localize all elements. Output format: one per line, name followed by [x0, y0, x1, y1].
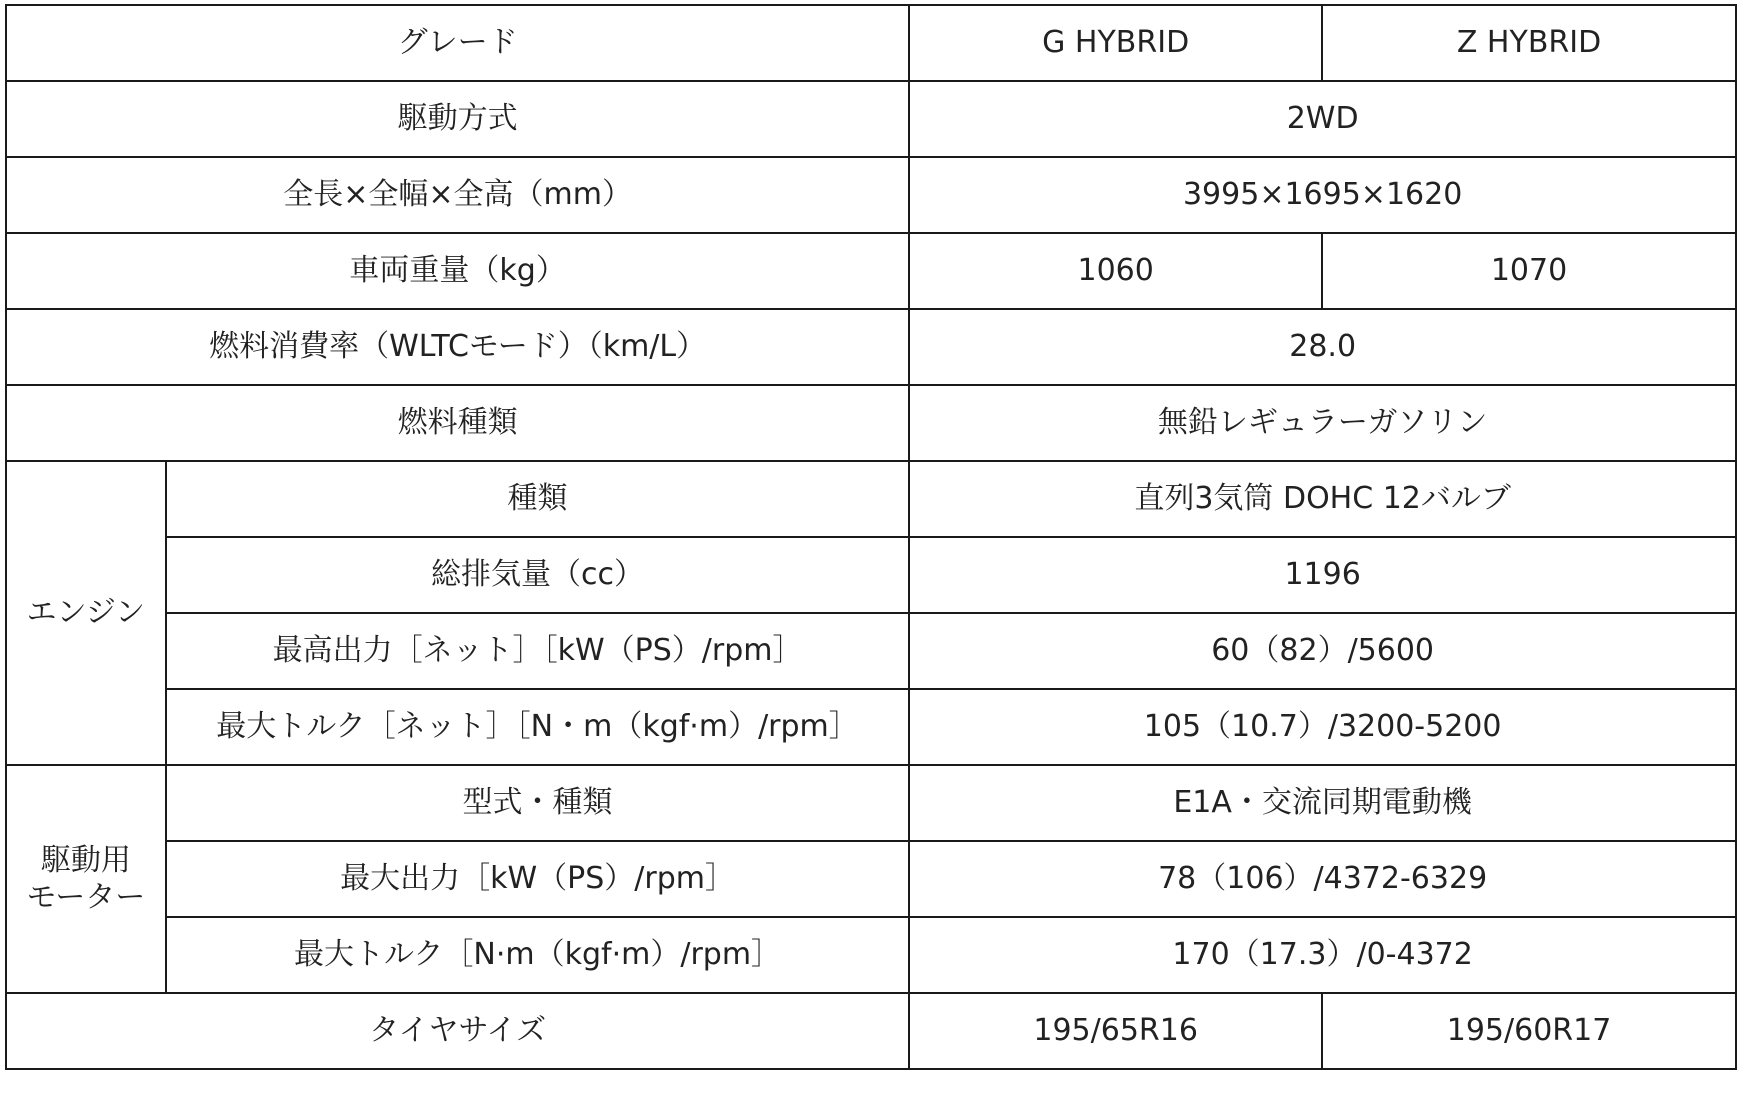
grade-z-hybrid: Z HYBRID — [1322, 5, 1736, 81]
spec-table — [5, 4, 1737, 1070]
dimensions-label: 全長×全幅×全高（mm） — [6, 157, 909, 233]
row-motor-max-power — [6, 841, 1736, 917]
fuel-type-label: 燃料種類 — [6, 385, 909, 461]
motor-group-label-line2: モーター — [26, 880, 146, 915]
row-fuel-type — [6, 385, 1736, 461]
row-drive — [6, 81, 1736, 157]
tire-z-hybrid: 195/60R17 — [1322, 993, 1736, 1069]
row-engine-max-power — [6, 613, 1736, 689]
row-dimensions — [6, 157, 1736, 233]
row-engine-displacement — [6, 537, 1736, 613]
engine-group-label: エンジン — [6, 461, 166, 765]
fuel-type-value: 無鉛レギュラーガソリン — [909, 385, 1736, 461]
motor-group-label-line1: 駆動用 — [40, 842, 131, 878]
engine-type-value: 直列3気筒 DOHC 12バルブ — [909, 461, 1736, 537]
motor-max-power-label: 最大出力［kW（PS）/rpm］ — [166, 841, 909, 917]
fuel-economy-label: 燃料消費率（WLTCモード）（km/L） — [6, 309, 909, 385]
row-engine-max-torque — [6, 689, 1736, 765]
tire-g-hybrid: 195/65R16 — [909, 993, 1322, 1069]
tire-label: タイヤサイズ — [6, 993, 909, 1069]
grade-g-hybrid: G HYBRID — [909, 5, 1322, 81]
engine-max-torque-label: 最大トルク［ネット］［N・m（kgf·m）/rpm］ — [166, 689, 909, 765]
motor-max-torque-label: 最大トルク［N·m（kgf·m）/rpm］ — [166, 917, 909, 993]
drive-label: 駆動方式 — [6, 81, 909, 157]
engine-displacement-value: 1196 — [909, 537, 1736, 613]
row-engine-type — [6, 461, 1736, 537]
weight-g-hybrid: 1060 — [909, 233, 1322, 309]
engine-max-power-label: 最高出力［ネット］［kW（PS）/rpm］ — [166, 613, 909, 689]
row-tire — [6, 993, 1736, 1069]
row-motor-type — [6, 765, 1736, 841]
row-motor-max-torque — [6, 917, 1736, 993]
motor-type-value: E1A・交流同期電動機 — [909, 765, 1736, 841]
engine-max-torque-value: 105（10.7）/3200-5200 — [909, 689, 1736, 765]
weight-label: 車両重量（kg） — [6, 233, 909, 309]
row-weight — [6, 233, 1736, 309]
dimensions-value: 3995×1695×1620 — [909, 157, 1736, 233]
engine-max-power-value: 60（82）/5600 — [909, 613, 1736, 689]
row-fuel-economy — [6, 309, 1736, 385]
row-grade — [6, 5, 1736, 81]
grade-label: グレード — [6, 5, 909, 81]
weight-z-hybrid: 1070 — [1322, 233, 1736, 309]
drive-value: 2WD — [909, 81, 1736, 157]
motor-type-label: 型式・種類 — [166, 765, 909, 841]
engine-type-label: 種類 — [166, 461, 909, 537]
motor-group-label — [6, 765, 166, 993]
engine-displacement-label: 総排気量（cc） — [166, 537, 909, 613]
motor-max-power-value: 78（106）/4372-6329 — [909, 841, 1736, 917]
fuel-economy-value: 28.0 — [909, 309, 1736, 385]
motor-max-torque-value: 170（17.3）/0-4372 — [909, 917, 1736, 993]
